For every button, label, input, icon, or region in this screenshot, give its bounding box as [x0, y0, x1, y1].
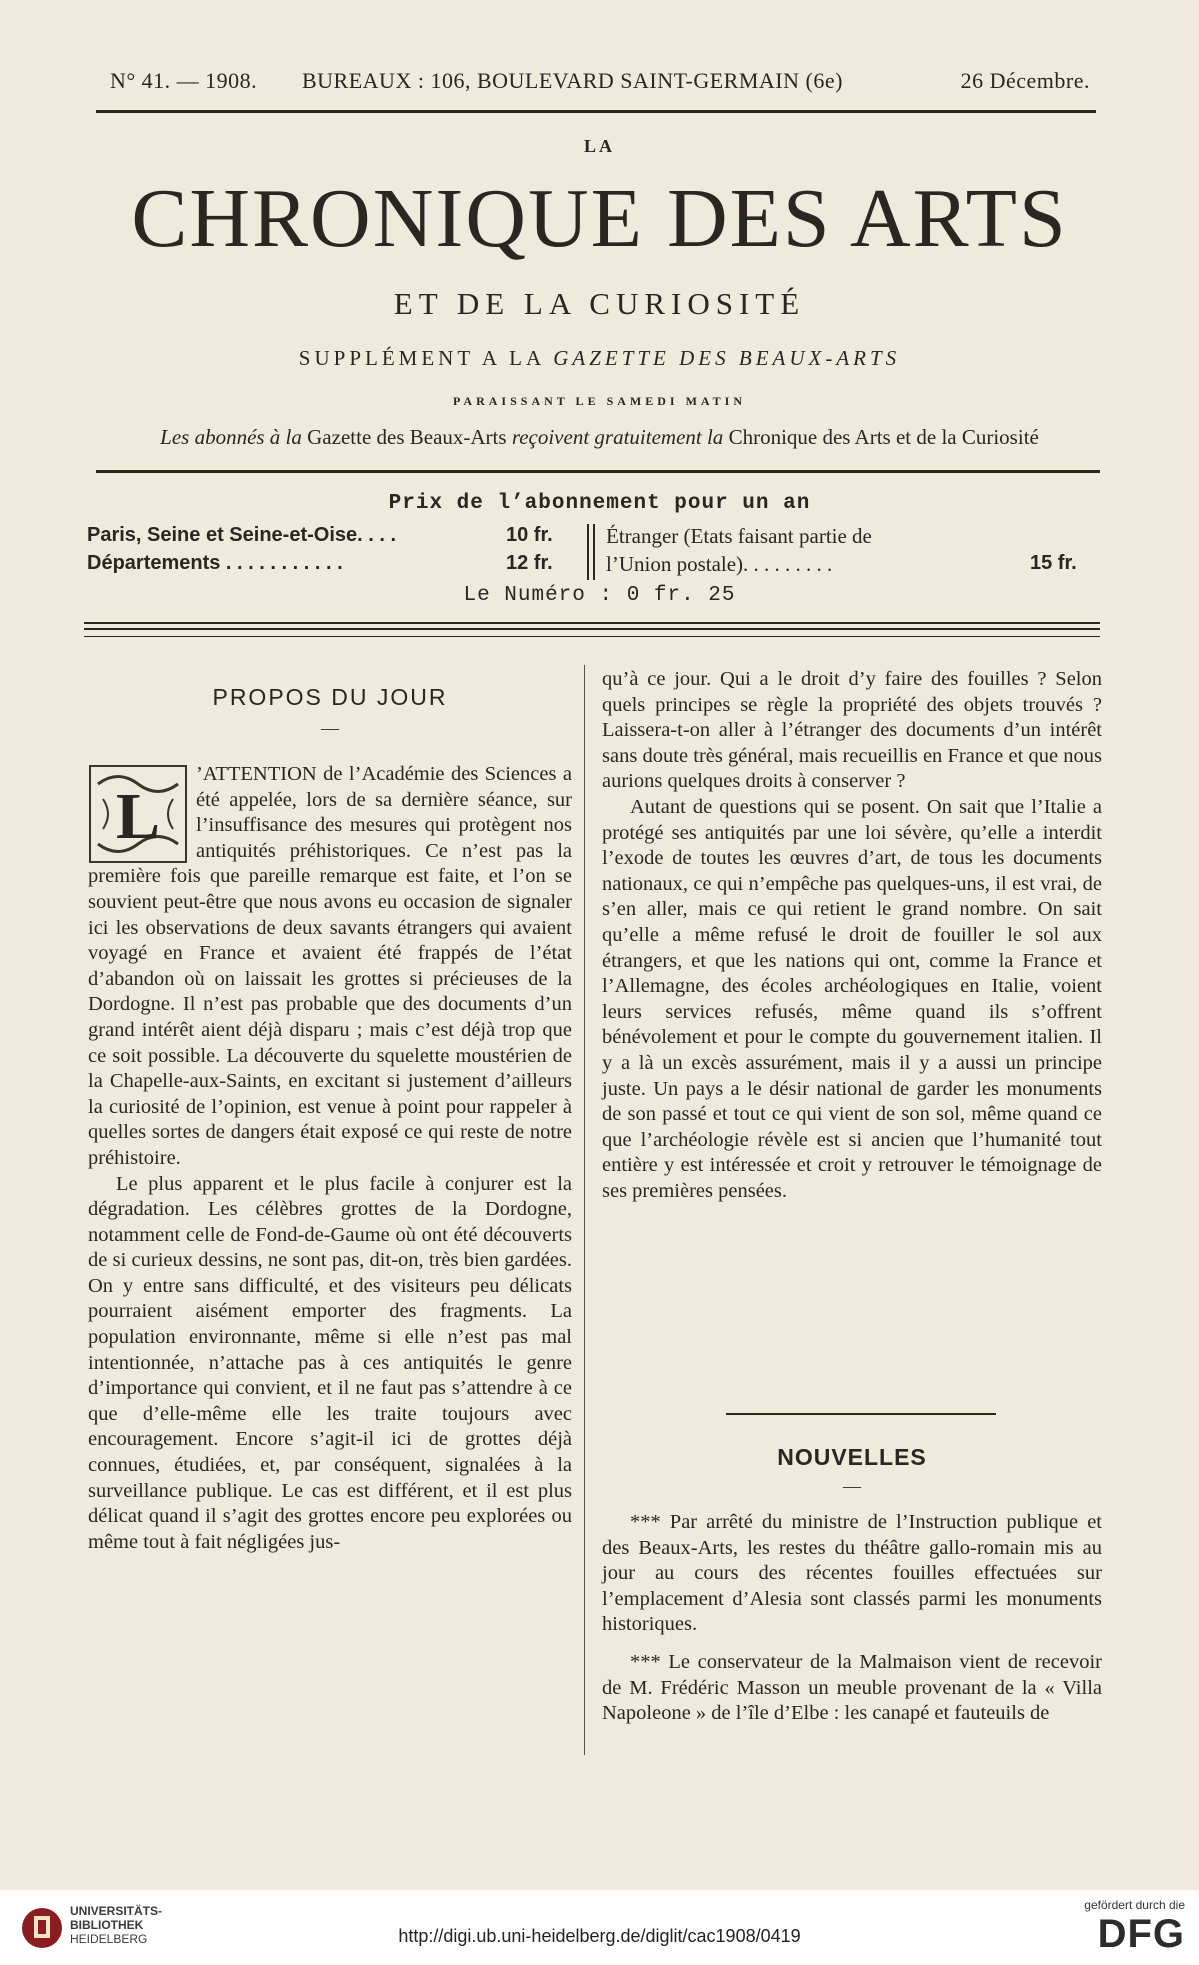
issue-number: N° 41. — 1908. — [110, 68, 258, 93]
article-paragraph-4: Autant de questions qui se posent. On sait que l’Italie a protégé ses antiquités par une loi sévère, qu’elle a interdit l’exode de toutes les œuvres d’art, de tous les documents nationaux, ce qui n’empêche pas quelques-uns, il est vrai, de s’en aller, mais ce qui retient le grand nombre. On sait qu’elle a même refusé le droit de fouiller le sol aux étrangers, et que les nations qui ont, comme la France et l’Allemagne, des écoles archéologiques en Italie, voient leurs services refusés, même quand ils s’offrent bénévolement et pour le compte du gouvernement italien. Il y a là un excès assurément, mais il y a aussi un principe juste. Un pays a le désir national de garder les monuments de son passé et tout ce qui vient de son sol, même quand ce que l’archéologie révèle est si ancien que l’humanité tout entière y est intéressée et croit y retrouver le témoignage de ses premières pensées. — [602, 795, 1102, 1202]
office-address: BUREAUX : 106, BOULEVARD SAINT-GERMAIN (6e) — [302, 68, 843, 93]
dropcap-ornament — [88, 764, 188, 864]
news-item-2: *** Le conservateur de la Malmaison vient de recevoir de M. Frédéric Masson un meuble provenant de la « Villa Napoleone » de l’île d’Elbe : les canapé et fauteuils de — [602, 1650, 1102, 1725]
publication-frequency: PARAISSANT LE SAMEDI MATIN — [452, 394, 747, 408]
price-foreign: 15 fr. — [1030, 552, 1077, 574]
dropcap-flourish-icon — [88, 764, 188, 864]
masthead-rule — [96, 470, 1100, 473]
news-separator: — — [843, 1476, 861, 1496]
dfg-logo: DFG — [1097, 1912, 1185, 1956]
dropcap-letter: L — [115, 780, 161, 853]
library-line-3: HEIDELBERG — [70, 1932, 148, 1946]
pricing-rule-thin — [84, 636, 1100, 637]
issue-date: 26 Décembre. — [960, 68, 1090, 93]
permalink[interactable]: http://digi.ub.uni-heidelberg.de/diglit/cac1908/0419 — [398, 1926, 801, 1946]
library-line-2: BIBLIOTHEK — [70, 1918, 144, 1932]
price-foreign-line2: l’Union postale). . . . . . . . . — [606, 552, 833, 576]
single-issue-price: Le Numéro : 0 fr. 25 — [463, 584, 736, 607]
supplement-gazette: GAZETTE DES BEAUX-ARTS — [553, 346, 901, 370]
masthead-article: LA — [583, 136, 615, 156]
pricing-divider-b — [593, 524, 595, 580]
article-paragraph-2: Le plus apparent et le plus facile à conjurer est la dégradation. Les célèbres grottes de la Dordogne, notamment celle de Fond-de-Gaume où ont été découverts de si curieux dessins, ne sont pas, dit-on, très bien gardées. On y entre sans difficulté, et des visiteurs peu délicats pourraient aisément emporter des fragments. La population environnante, même si elle n’est pas mal intentionnée, n’attache pas à ces antiquités le genre d’importance qui convient, et il ne faut pas s’attendre à ce que d’elle-même elle les traite toujours avec encouragement. Encore s’agit-il ici de grottes déjà connues, étudiées, et, par conséquent, signalées à la surveillance publique. Le cas est différent, et il est plus délicat quand il s’agit des grottes encore peu explorées ou même tout à fait négligées jus- — [88, 1172, 572, 1553]
article-paragraph-3: qu’à ce jour. Qui a le droit d’y faire des fouilles ? Selon quels principes se règle la propriété des objets trouvés ? Laissera-t-on aller à l’étranger des documents d’un intérêt sans doute très général, mais recueillis en France et que nous aurions quelques droits à conserver ? — [602, 668, 1102, 793]
article-left-column — [88, 762, 572, 1555]
funded-by-label: gefördert durch die — [1084, 1898, 1185, 1912]
news-column — [602, 1510, 1102, 1727]
article-heading: PROPOS DU JOUR — [212, 684, 448, 710]
column-divider — [584, 665, 585, 1755]
library-line-1: UNIVERSITÄTS- — [70, 1904, 163, 1918]
article-separator: — — [321, 718, 339, 738]
subscribers-d: Chronique des Arts et de la Curiosité — [728, 425, 1039, 449]
subscribers-note — [0, 425, 1199, 450]
digitization-footer — [0, 1890, 1199, 1965]
price-paris-label: Paris, Seine et Seine-et-Oise. . . . — [87, 524, 397, 546]
masthead-subtitle: ET DE LA CURIOSITÉ — [393, 286, 806, 321]
masthead-title: CHRONIQUE DES ARTS — [131, 172, 1068, 265]
news-item-1: *** Par arrêté du ministre de l’Instruction publique et des Beaux-Arts, les restes du théâtre gallo-romain mis au jour au cours des récentes fouilles effectuées sur l’emplacement d’Alesia sont classés parmi les monuments historiques. — [602, 1511, 1102, 1636]
subscribers-c: reçoivent gratuitement la — [511, 425, 724, 449]
pricing-title: Prix de l’abonnement pour un an — [388, 492, 811, 515]
price-paris: 10 fr. — [506, 524, 553, 546]
article-paragraph-1: ’ATTENTION de l’Académie des Sciences a été appelée, lors de sa dernière séance, sur l’insuffisance des mesures qui protègent nos antiquités préhistoriques. Ce n’est pas la première fois que pareille remarque est faite, et l’on se souvient peut-être que nous avons eu occasion de signaler ici les observations de deux savants étrangers qui avaient voyagé en France et avaient été frappés de l’état d’abandon où on laissait les grottes si précieuses de la Dordogne. Il n’est pas probable que des documents d’un grand intérêt aient déjà disparu ; mais c’est déjà trop que ce soit possible. La découverte du squelette moustérien de la Chapelle-aux-Saints, en excitant si justement d’ailleurs la curiosité de l’opinion, est venue à point pour rappeler à quelles sortes de dangers était exposé ce qui reste de notre préhistoire. — [88, 763, 572, 1169]
article-right-column — [602, 667, 1102, 1204]
pricing-rule-top — [84, 622, 1100, 624]
price-foreign-line1: Étranger (Etats faisant partie de — [606, 524, 872, 548]
price-departements-label: Départements . . . . . . . . . . . — [87, 552, 343, 574]
pricing-rule-bottom — [84, 628, 1100, 630]
header-rule — [96, 110, 1096, 113]
supplement-line — [0, 346, 1199, 371]
supplement-prefix: SUPPLÉMENT A LA — [298, 346, 544, 370]
subscribers-a: Les abonnés à la — [160, 425, 302, 449]
news-ornament-rule — [726, 1413, 996, 1415]
subscribers-b: Gazette des Beaux-Arts — [307, 425, 507, 449]
news-heading: NOUVELLES — [777, 1444, 927, 1470]
price-departements: 12 fr. — [506, 552, 553, 574]
pricing-divider-a — [587, 524, 589, 580]
